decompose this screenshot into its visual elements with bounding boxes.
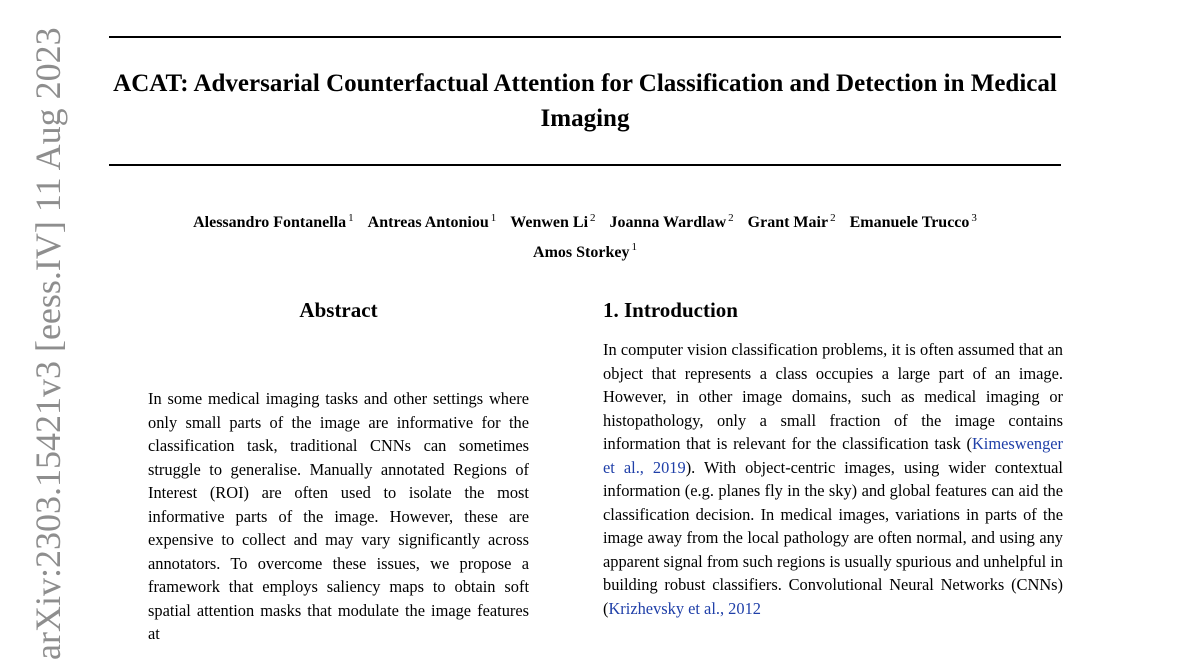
author-affiliation: 2 — [590, 212, 596, 224]
citation-link[interactable]: Kimeswenger et al., 2019 — [603, 434, 1063, 477]
author-name: Antreas Antoniou — [367, 214, 489, 232]
introduction-heading: 1. Introduction — [603, 298, 738, 322]
paper-title: ACAT: Adversarial Counterfactual Attention for Classification and Detection in Medical Imaging — [113, 70, 1057, 132]
arxiv-side-stamp: arXiv:2303.15421v3 [eess.IV] 11 Aug 2023 — [28, 27, 68, 660]
introduction-text — [603, 338, 1063, 620]
title-rule-top — [109, 36, 1061, 38]
citation-link[interactable]: Krizhevsky et al., 2012 — [608, 598, 761, 618]
author — [748, 214, 836, 231]
author — [193, 214, 354, 231]
author — [510, 214, 595, 231]
author — [368, 214, 497, 231]
introduction-text-part: In computer vision classification problems, it is often assumed that an object that represents a class occupies a large part of an image. However, in other image domains, such as medical imaging or histopathology, only a small fraction of the image contains information that is relevant for the classification task ( — [603, 340, 1063, 453]
author — [850, 214, 977, 231]
author-affiliation: 1 — [631, 241, 637, 254]
author-name: Alessandro Fontanella — [193, 214, 347, 232]
author — [610, 214, 734, 231]
author-name: Emanuele Trucco — [849, 214, 970, 232]
author-name: Amos Storkey — [533, 243, 630, 261]
author-name: Wenwen Li — [510, 214, 589, 232]
author-affiliation: 2 — [830, 212, 836, 224]
abstract-heading: Abstract — [299, 298, 378, 322]
author-name: Grant Mair — [747, 214, 829, 232]
author-affiliation: 1 — [348, 212, 354, 224]
author-affiliation: 3 — [971, 212, 977, 224]
title-rule-bottom — [109, 164, 1061, 166]
author-affiliation: 1 — [490, 212, 497, 224]
author-list — [100, 206, 1070, 265]
author-affiliation: 2 — [728, 212, 734, 224]
abstract-text: In some medical imaging tasks and other settings where only small parts of the image are informative for the classification task, traditional CNNs can sometimes struggle to generalise. Manually annotated Regions of Interest (ROI) are often used to isolate the most informative parts of the image. However, these are expensive to collect and may vary significantly across annotators. To overcome these issues, we propose a framework that employs saliency maps to obtain soft spatial attention masks that modulate the image features at — [148, 389, 529, 643]
introduction-text-part: ). With object-centric images, using wider contextual information (e.g. planes fly in the sky) and global features can aid the classification decision. In medical images, variations in parts of the image away from the local pathology are often normal, and using any apparent signal from such regions is usually spurious and unhelpful in building robust classifiers. Convolutional Neural Networks (CNNs) ( — [603, 457, 1063, 618]
author-name: Joanna Wardlaw — [609, 214, 727, 232]
author — [533, 241, 637, 261]
